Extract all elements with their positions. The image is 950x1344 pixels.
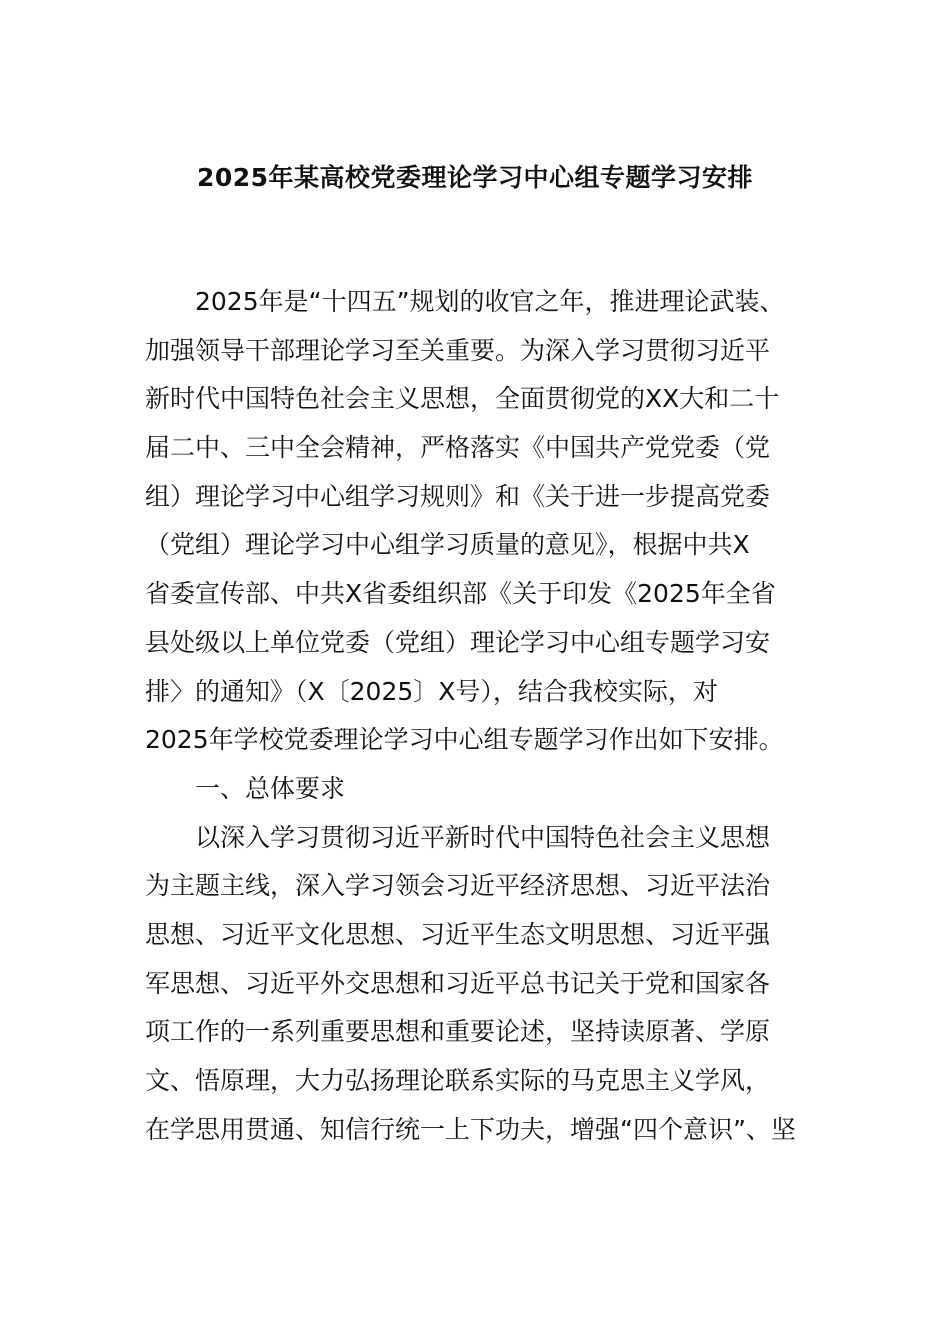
document-title: 2025年某高校党委理论学习中心组专题学习安排	[196, 163, 754, 192]
text-line: 在学思用贯通、知信行统一上下功夫，增强“四个意识”、坚	[145, 1114, 796, 1144]
document-body	[145, 285, 815, 1161]
text-line: （党组）理论学习中心组学习质量的意见》，根据中共X	[145, 530, 750, 560]
text-line: 县处级以上单位党委（党组）理论学习中心组专题学习安	[145, 627, 771, 657]
text-line: 2025年学校党委理论学习中心组专题学习作出如下安排。	[145, 725, 784, 755]
text-line: 省委宣传部、中共X省委组织部《关于印发《2025年全省	[145, 579, 776, 609]
text-line: 军思想、习近平外交思想和习近平总书记关于党和国家各	[145, 968, 771, 998]
intro-paragraph	[145, 285, 815, 772]
text-line: 以深入学习贯彻习近平新时代中国特色社会主义思想	[195, 822, 771, 852]
section-body-paragraph	[145, 821, 815, 1162]
text-line: 加强领导干部理论学习至关重要。为深入学习贯彻习近平	[145, 335, 771, 365]
text-line: 排〉的通知》（X〔2025〕X号），结合我校实际，对	[145, 676, 718, 706]
section-heading-text: 一、总体要求	[195, 773, 346, 803]
text-line: 项工作的一系列重要思想和重要论述，坚持读原著、学原	[145, 1017, 771, 1047]
section-heading	[145, 772, 815, 821]
text-line: 文、悟原理，大力弘扬理论联系实际的马克思主义学风，	[145, 1066, 771, 1095]
text-line: 为主题主线，深入学习领会习近平经济思想、习近平法治	[145, 871, 771, 901]
text-line: 组）理论学习中心组学习规则》和《关于进一步提高党委	[145, 481, 771, 511]
text-line: 2025年是“十四五”规划的收官之年，推进理论武装、	[195, 287, 785, 316]
text-line: 思想、习近平文化思想、习近平生态文明思想、习近平强	[145, 919, 771, 949]
text-line: 新时代中国特色社会主义思想，全面贯彻党的XX大和二十	[145, 384, 780, 414]
text-line: 届二中、三中全会精神，严格落实《中国共产党党委（党	[145, 433, 771, 463]
